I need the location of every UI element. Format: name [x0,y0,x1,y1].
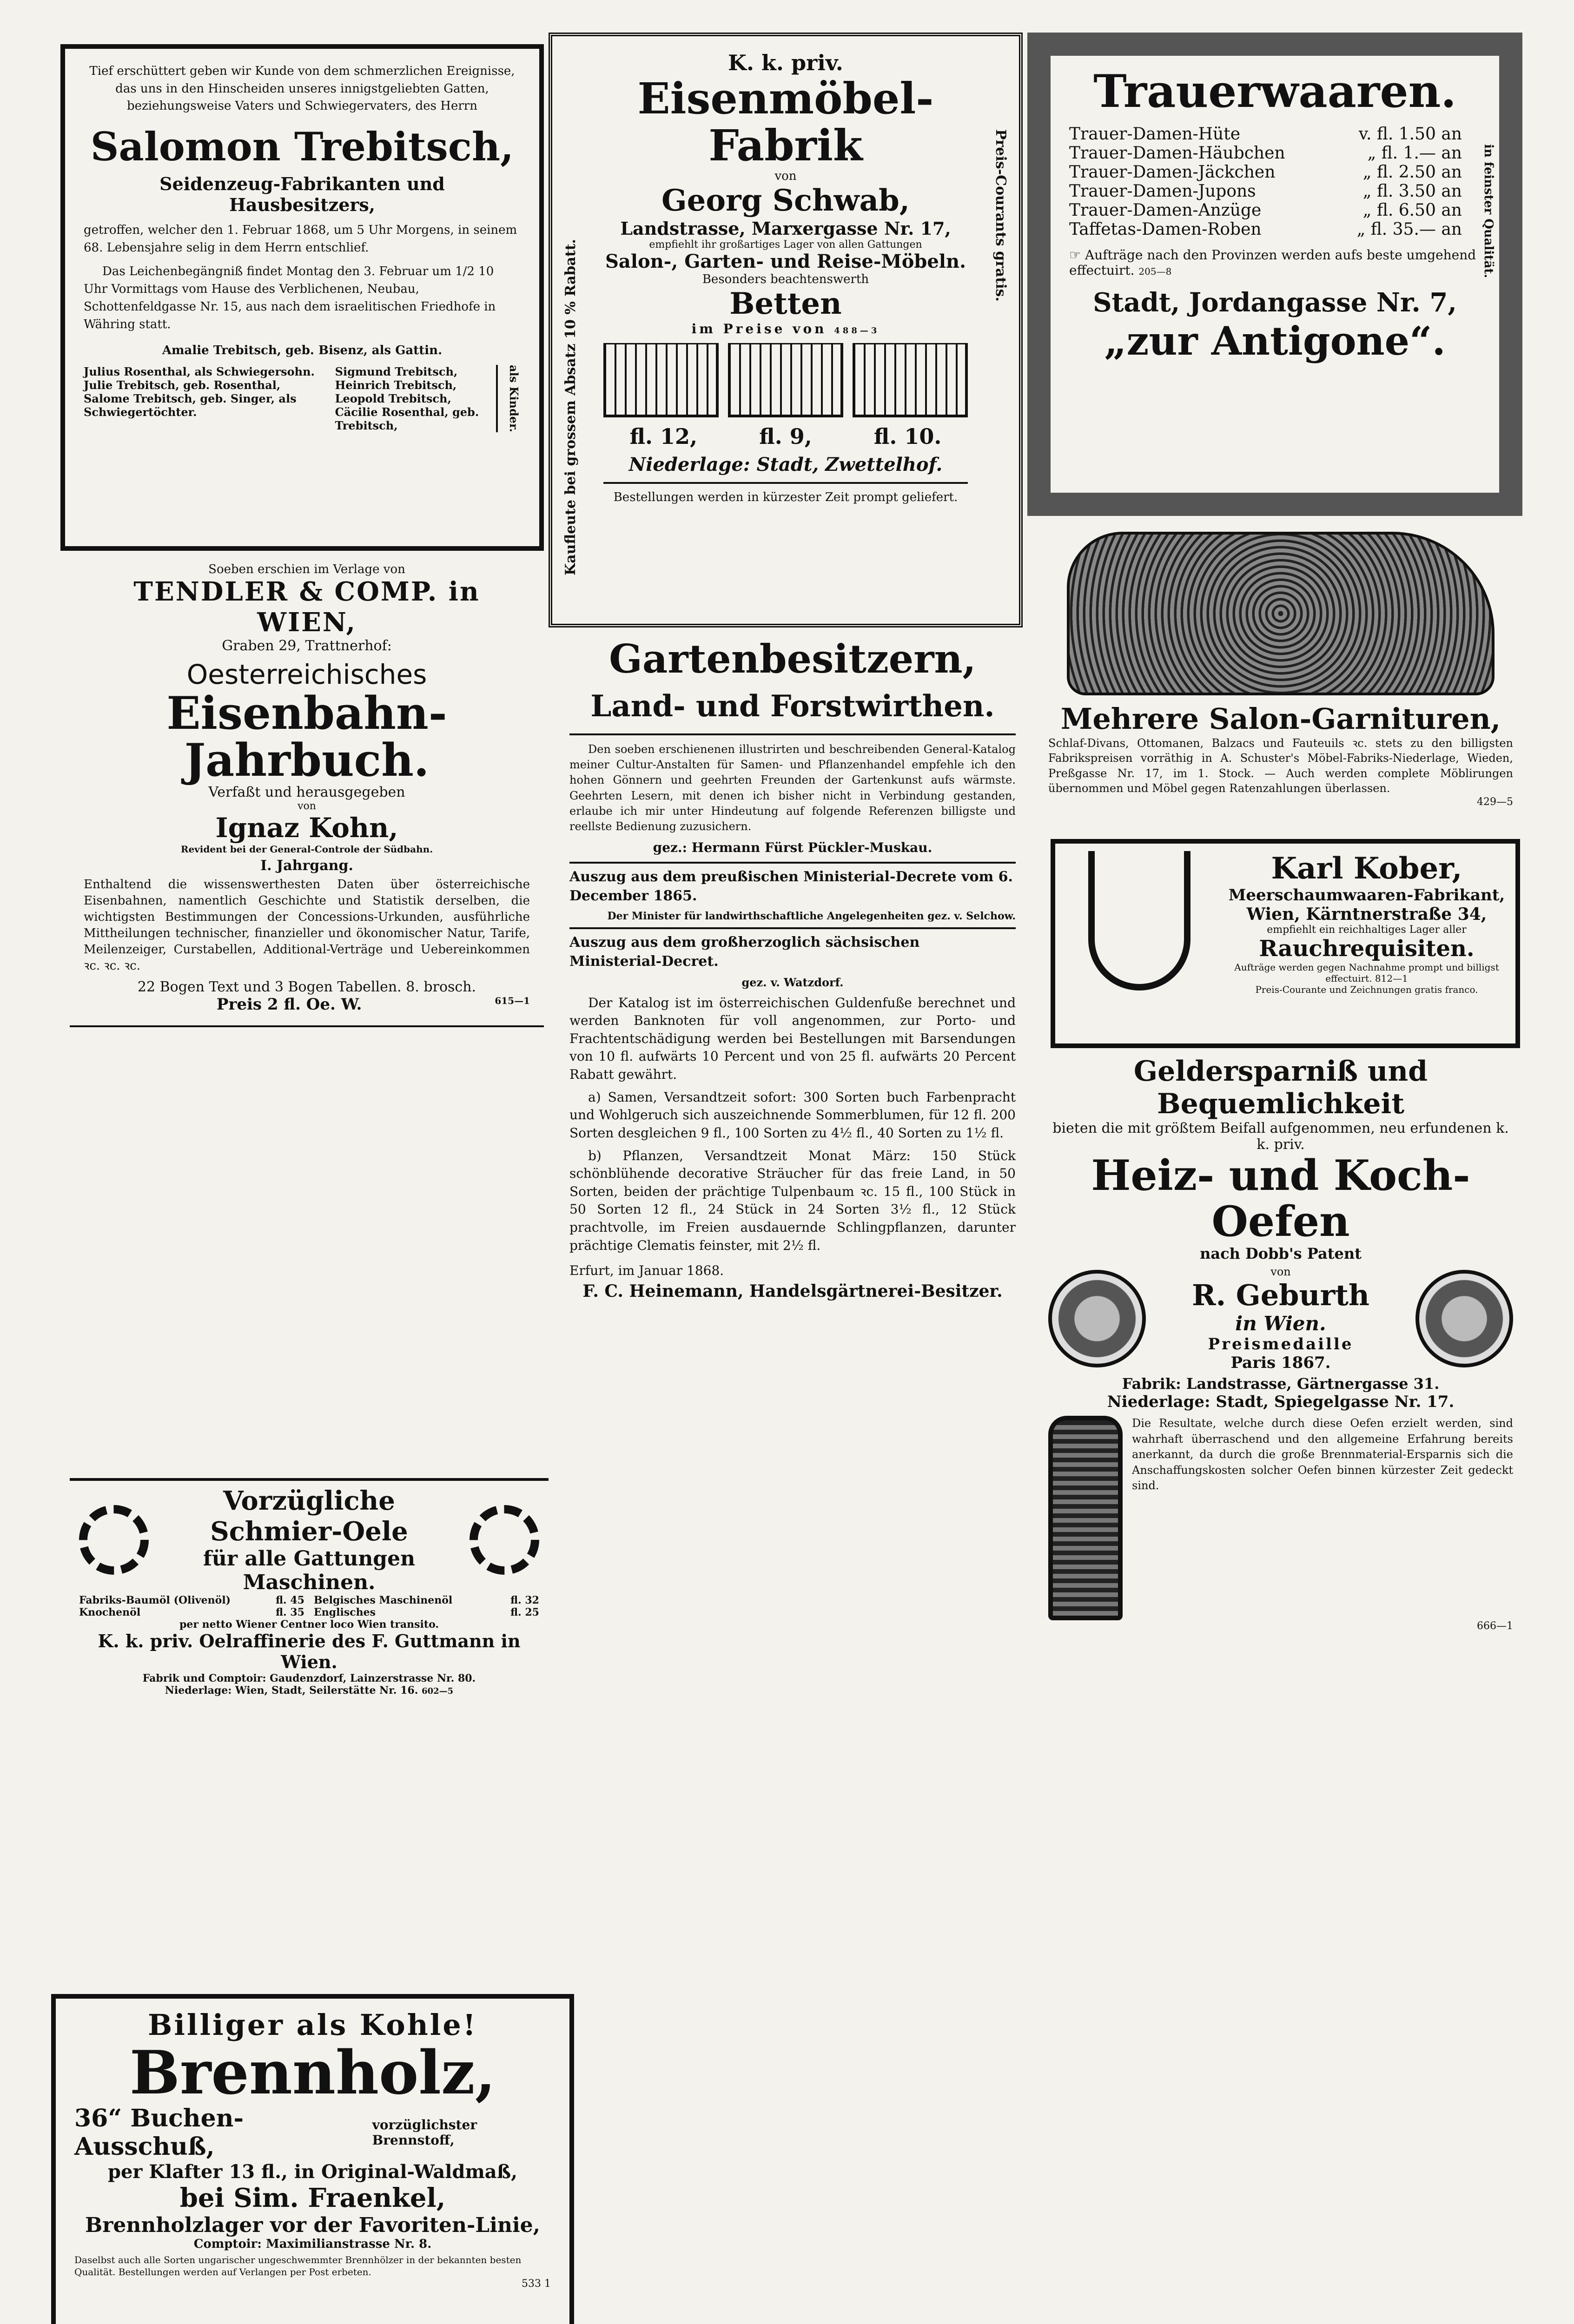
trauer-orders-text: Aufträge nach den Provinzen werden aufs beste umgehend effectuirt. [1069,247,1476,278]
book-content: Enthaltend die wissenswerthesten Daten über österreichische Eisenbahnen, namentlich Geschichte und Statistik derselben, die wichtigsten Bestimmungen der Concessions-Urkunden, ausführliche Mittheilungen technischer, finanzieller und ökonomischer Natur, Tarife, Meilenzeiger, Curstabellen, Additional-Verträge und Uebereinkommen ꝛc. ꝛc. ꝛc. [84,877,530,973]
rabatt-side-text: Kaufleute bei grossem Absatz 10 % Rabatt. [562,239,579,575]
garten-catalog-ad [560,627,1025,1701]
obituary-funeral: Das Leichenbegängniß findet Montag den 3. Februar um 1/2 10 Uhr Vormittags vom Hause des Verblichenen, Neubau, Schottenfeldgasse Nr. 15, aus nach dem israelitischen Friedhofe in Währing statt. [84,264,496,331]
oefen-medal2: Paris 1867. [1230,1353,1331,1372]
list-item: Fabriks-Baumöl (Olivenöl) fl. 45 [79,1594,304,1606]
kober-goods: Rauchrequisiten. [1259,936,1475,962]
preise-text: im Preise von [691,321,827,337]
schwab-ref: 488—3 [834,326,880,336]
oefen-t2: bieten die mit größtem Beifall aufgenommen, neu erfundenen k. k. priv. [1052,1120,1509,1153]
trebitsch-obituary [60,44,544,551]
pipe-shape [1088,851,1190,990]
schwab-special: Besonders beachtenswerth [702,272,869,287]
betten-heading: Betten [729,286,842,322]
schmier-prices-right [314,1594,539,1618]
tendler-intro: Soeben erschien im Verlage von [208,562,405,576]
trauerwaaren-ad [1027,33,1522,516]
tendler-book-ad [70,558,544,1027]
brennholz-note: Daselbst auch alle Sorten ungarischer ungeschwemmter Brennhölzer in der bekannten besten Qualität. Bestellungen werden auf Verlangen per Post erbeten. [74,2254,522,2278]
family-name: Julie Trebitsch, geb. Rosenthal, [84,378,281,392]
oefen-maker: R. Geburth [1192,1278,1369,1312]
preise-label [603,321,968,337]
schmier-prices [79,1594,539,1618]
brennholz-quality: vorzüglichster Brennstoff, [372,2117,477,2148]
schmier-per: per netto Wiener Centner loco Wien transito. [179,1618,439,1631]
brennholz-seller: bei Sim. Fraenkel, [179,2183,446,2214]
schwab-von: von [774,169,797,184]
kober-recommend: empfiehlt ein reichhaltiges Lager aller [1267,924,1467,936]
tendler-publisher: TENDLER & COMP. in WIEN, [133,576,480,638]
medal-illustration-left [1048,1270,1146,1367]
schmier-firm: K. k. priv. Oelraffinerie des F. Guttmann in Wien. [98,1631,521,1672]
family-name: Salome Trebitsch, geb. Singer, als Schwiegertöchter. [84,392,297,419]
obituary-body: getroffen, welcher den 1. Februar 1868, um 5 Uhr Morgens, in seinem 68. Lebensjahre selig in dem Herrn entschlief. [84,223,517,255]
bed-price: fl. 12, [629,424,698,449]
kober-text [1225,851,1508,1036]
schmier-title-block [158,1486,460,1594]
garten-samen: a) Samen, Versandtzeit sofort: 300 Sorten buch Farbenpracht und Wohlgeruch sich auszeichnende Sommerblumen, für 12 fl. 200 Sorten desgleichen 9 fl., 100 Sorten zu 4½ fl., 40 Sorten zu 1½ fl. [569,1089,1016,1141]
oefen-t4: nach Dobb's Patent [1200,1245,1362,1262]
gear-icon [470,1505,539,1575]
brennholz-ad [51,1994,574,2324]
bed-illustration-3 [853,343,968,417]
book-by: Verfaßt und herausgegeben [208,784,405,800]
garten-sign: gez.: Hermann Fürst Pückler-Muskau. [653,839,932,855]
kober-pipe-ad [1051,839,1520,1048]
gear-icon [79,1505,149,1575]
schwab-furniture-ad [549,33,1023,627]
schwab-recommend: empfiehlt ihr großartiges Lager von allen Gattungen [649,239,922,251]
garten-auszug2: Auszug aus dem großherzoglich sächsischen Ministerial-Decret. [569,927,1016,971]
book-pages: 22 Bogen Text und 3 Bogen Tabellen. 8. brosch. [137,979,476,996]
family-name: Leopold Trebitsch, [335,392,451,406]
oefen-t1: Geldersparniß und Bequemlichkeit [1133,1055,1428,1120]
bed-illustrations [603,343,968,417]
kober-address: Wien, Kärntnerstraße 34, [1246,905,1487,924]
family-name: Sigmund Trebitsch, [335,365,458,379]
schwab-kinds: Salon-, Garten- und Reise-Möbeln. [605,251,966,273]
trauer-title: Trauerwaaren. [1093,65,1456,118]
schmier-address2-text: Niederlage: Wien, Stadt, Seilerstätte Nr. 16. [165,1684,418,1697]
oefen-fabrik: Fabrik: Landstrasse, Gärtnergasse 31. [1122,1375,1440,1393]
family-name: Julius Rosenthal, als Schwiegersohn. [84,365,315,379]
tendler-address: Graben 29, Trattnerhof: [222,638,392,654]
oefen-ref: 666—1 [1477,1620,1513,1632]
stove-illustration [1048,1416,1123,1620]
garten-signer: F. C. Heinemann, Handelsgärtnerei-Besitzer. [582,1281,1003,1301]
schmier-sub: für alle Gattungen Maschinen. [203,1547,416,1594]
schwab-depot: Niederlage: Stadt, Zwettelhof. [628,454,943,476]
garten-auszug1: Auszug aus dem preußischen Ministerial-Decrete vom 6. December 1865. [569,862,1016,906]
kober-orders-text: Aufträge werden gegen Nachnahme prompt und billigst effectuirt. [1234,962,1499,984]
salon-garnituren-ad [1039,521,1522,832]
garten-minister: Der Minister für landwirthschaftliche Angelegenheiten gez. v. Selchow. [607,910,1016,923]
schmier-ref: 602—5 [422,1686,454,1696]
family-name: Cäcilie Rosenthal, geb. Trebitsch, [335,405,479,433]
book-price-row [84,995,530,1014]
brennholz-ref: 533 1 [522,2278,551,2290]
trauer-list [1069,125,1481,239]
book-year: I. Jahrgang. [260,857,353,874]
divider [603,482,968,484]
brennholz-office: Comptoir: Maximilianstrasse Nr. 8. [193,2237,432,2251]
list-item: Trauer-Damen-Hüte v. fl. 1.50 an [1069,124,1462,144]
kk-label: K. k. priv. [728,50,843,75]
schmier-title: Vorzügliche Schmier-Oele [210,1486,408,1547]
book-ref: 615—1 [495,995,530,1007]
obituary-widow: Amalie Trebitsch, geb. Bisenz, als Gattin. [162,343,443,358]
obituary-name: Salomon Trebitsch, [90,124,514,170]
schwab-title: Eisenmöbel-Fabrik [637,73,934,171]
oefen-city: in Wien. [1235,1312,1326,1335]
garten-pflanzen: b) Pflanzen, Versandtzeit Monat März: 150 Stück schönblühende decorative Sträucher für das freie Land, in 50 Sorten, beiden der prächtige Tulpenbaum ꝛc. 15 fl., 100 Stück in 50 Sorten 12 fl., 24 Stück in 24 Sorten 3½ fl., 12 Stück prachtvolle, im Freien ausdauernde Schlingpflanzen, darunter prächtige Clematis feinster, mit 2½ fl. [569,1148,1016,1253]
bed-price: fl. 10. [873,424,942,449]
divider [569,733,1016,735]
brennholz-price: per Klafter 13 fl., in Original-Waldmaß, [107,2161,518,2183]
garten-sign2: gez. v. Watzdorf. [741,976,844,990]
book-title-line2: Eisenbahn-Jahrbuch. [166,687,447,786]
salon-title: Mehrere Salon-Garnituren, [1060,702,1501,736]
quality-side-text: in feinster Qualität. [1481,144,1495,278]
list-item: Knochenöl fl. 35 [79,1606,304,1618]
oefen-body-row [1048,1416,1513,1620]
book-price: Preis 2 fl. Oe. W. [216,995,362,1014]
family-left [84,365,326,432]
preis-courant-side-text: Preis-Courants gratis. [992,129,1009,302]
brennholz-top: Billiger als Kohle! [147,2008,478,2042]
kinder-label: als Kinder. [507,365,521,432]
schwab-name: Georg Schwab, [661,183,910,218]
trauer-ref: 205—8 [1138,265,1172,277]
book-title-line1: Oesterreichisches [186,659,427,690]
salon-body: Schlaf-Divans, Ottomanen, Balzacs und Fauteuils ꝛc. stets zu den billigsten Fabrikspreisen vorräthig in A. Schuster's Möbel-Fabriks-Niederlage, Wieden, Preßgasse Nr. 17, im 1. Stock. — Auch werden complete Möblirungen übernommen und Möbel gegen Ratenzahlungen überlassen. [1048,737,1513,795]
list-item: Trauer-Damen-Jäckchen „ fl. 2.50 an [1069,162,1462,182]
kober-trade: Meerschaumwaaren-Fabrikant, [1228,886,1505,905]
trauer-shop: „zur Antigone“. [1104,317,1446,364]
oefen-body: Die Resultate, welche durch diese Oefen erzielt werden, sind wahrhaft überraschend und den allgemeine Erfahrung bereits anerkannt, da durch die große Brennmaterial-Ersparnis sich die Anschaffungskosten solcher Oefen binnen kürzester Zeit gedeckt sind. [1132,1417,1513,1492]
garten-title2: Land- und Forstwirthen. [590,688,995,724]
pipe-illustration [1063,851,1216,1036]
book-author: Ignaz Kohn, [215,812,398,844]
bed-price: fl. 9, [759,424,812,449]
medal-illustration-right [1415,1270,1513,1367]
garten-title1: Gartenbesitzern, [609,636,976,682]
list-item: Trauer-Damen-Jupons „ fl. 3.50 an [1069,181,1462,201]
kober-ref: 812—1 [1375,973,1408,984]
list-item: Taffetas-Damen-Roben „ fl. 35.— an [1069,219,1462,239]
oefen-ad [1039,1050,1522,1632]
bed-prices [603,424,968,449]
list-item: Trauer-Damen-Häubchen „ fl. 1.— an [1069,143,1462,163]
schmier-address1: Fabrik und Comptoir: Gaudenzdorf, Lainzerstrasse Nr. 80. [142,1672,476,1684]
family-right [335,365,498,432]
trauer-orders: ☞ Aufträge nach den Provinzen werden aufs beste umgehend effectuirt. 205—8 [1069,247,1476,278]
kober-orders [1225,962,1508,984]
schmier-address2 [79,1684,539,1697]
salon-ref: 429—5 [1477,796,1513,808]
oefen-medal1: Preismedaille [1208,1335,1354,1353]
schwab-address: Landstrasse, Marxergasse Nr. 17, [620,218,951,239]
sofa-illustration [1067,532,1495,695]
oefen-von: von [1270,1265,1291,1278]
bed-illustration-1 [603,343,719,417]
family-name: Heinrich Trebitsch, [335,378,457,392]
schmier-prices-left [79,1594,304,1618]
schwab-footer: Bestellungen werden in kürzester Zeit prompt geliefert. [613,490,958,505]
list-item: Trauer-Damen-Anzüge „ fl. 6.50 an [1069,200,1462,220]
kober-footer: Preis-Courante und Zeichnungen gratis franco. [1255,984,1478,995]
oefen-t3: Heiz- und Koch-Oefen [1091,1151,1470,1246]
garten-catalog: Der Katalog ist im österreichischen Guldenfuße berechnet und werden Banknoten für voll angenommen, zur Porto- und Frachtentschädigung werden bei Bestellungen mit Barsendungen von 10 fl. aufwärts 10 Percent und von 25 fl. aufwärts 20 Percent Rabatt gewährt. [569,995,1016,1083]
obituary-intro: Tief erschüttert geben wir Kunde von dem schmerzlichen Ereignisse, das uns in den Hinscheiden unseres innigstgeliebten Gatten, beziehungsweise Vaters und Schwiegervaters, des Herrn [89,64,515,113]
brennholz-size-row [74,2104,551,2161]
kober-name: Karl Kober, [1271,851,1462,886]
brennholz-place: Brennholzlager vor der Favoriten-Linie, [85,2213,540,2238]
oefen-maker-row [1048,1265,1513,1372]
oefen-depot: Niederlage: Stadt, Spiegelgasse Nr. 17. [1107,1393,1455,1411]
obituary-role: Seidenzeug-Fabrikanten und Hausbesitzers, [159,173,445,216]
schmier-oele-ad [70,1478,549,1697]
book-von: von [298,800,316,812]
list-item: Belgisches Maschinenöl fl. 32 [314,1594,539,1606]
oefen-maker-block [1192,1265,1369,1372]
obituary-family [84,365,521,432]
trauer-address: Stadt, Jordangasse Nr. 7, [1093,287,1457,318]
bed-illustration-2 [728,343,843,417]
schmier-head [79,1486,539,1594]
trauer-inner [1051,56,1499,493]
book-author-role: Revident bei der General-Controle der Südbahn. [180,843,433,855]
brennholz-size: 36“ Buchen-Ausschuß, [74,2104,244,2161]
garten-body: Den soeben erschienenen illustrirten und beschreibenden General-Katalog meiner Cultur-Anstalten für Samen- und Pflanzenhandel empfehle ich den hohen Gönnern und geehrten Freunden der Gartenkunst aufs wärmste. Geehrten Lesern, mit denen ich bisher nicht in Verbindung gestanden, erlaube ich mir unter Hindeutung auf folgende Referenzen billigste und reellste Bedienung zuzusichern. [569,743,1016,833]
list-item: Englisches fl. 25 [314,1606,539,1618]
brennholz-title: Brennholz, [129,2038,496,2108]
garten-place: Erfurt, im Januar 1868. [569,1263,724,1279]
